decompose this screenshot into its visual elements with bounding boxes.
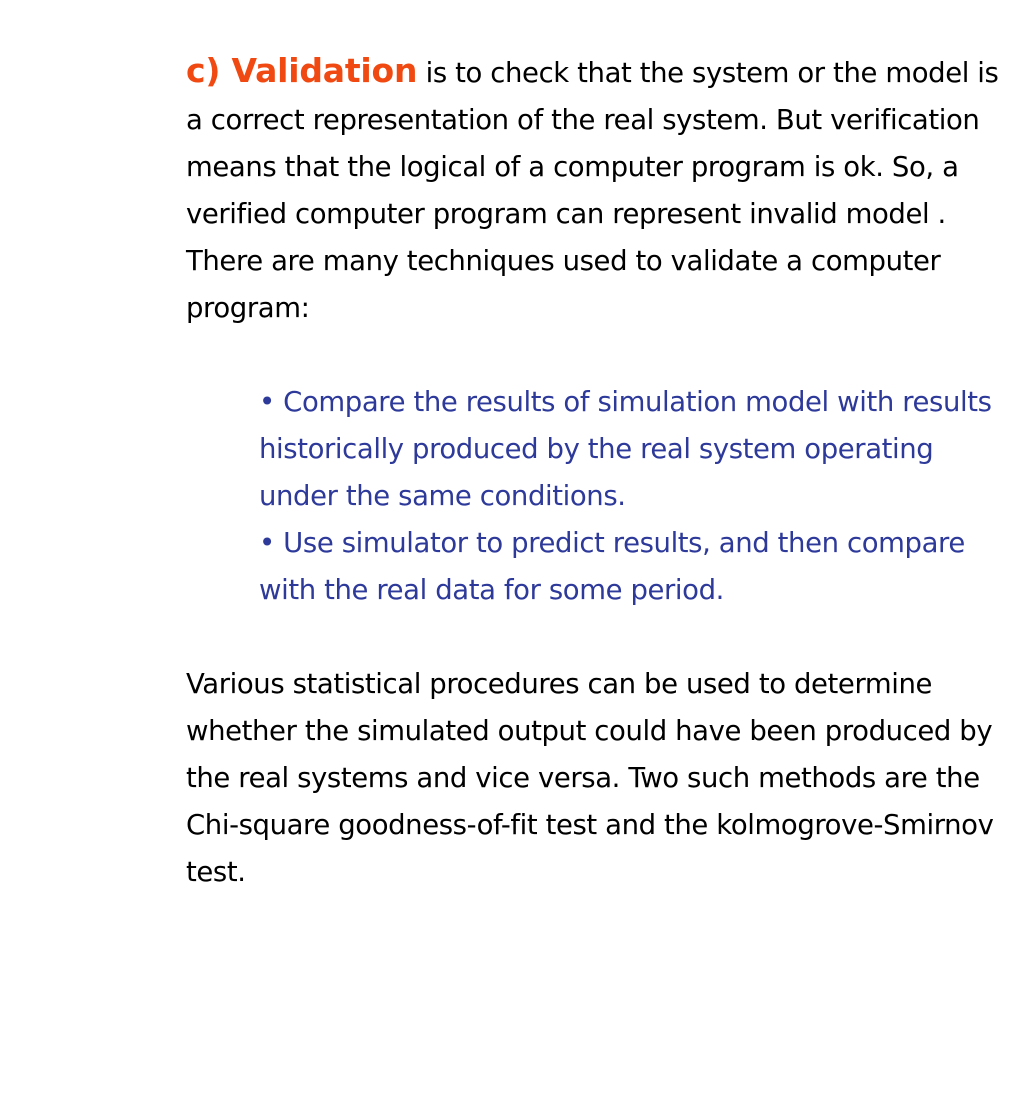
intro-paragraph [186,47,1016,332]
list-item-text: Compare the results of simulation model with results historically produced by the real system operating under the same conditions. [259,386,992,512]
bullet-icon: • [259,386,284,418]
bullet-icon: • [259,527,284,559]
section-heading: c) Validation [186,51,418,90]
closing-paragraph: Various statistical procedures can be used to determine whether the simulated output could have been produced by the real systems and vice versa. Two such methods are the Chi-square goodness-of-fit test and the kolmogrove-Smirnov test. [186,668,994,888]
list-item-text: Use simulator to predict results, and then compare with the real data for some period. [259,527,965,606]
intro-text: is to check that the system or the model is a correct representation of the real system. But verification means that the logical of a computer program is ok. So, a verified computer program can represent invalid model . There are many techniques used to validate a computer program: [186,57,999,324]
list-item [259,520,999,614]
validation-techniques-list [259,379,999,614]
slide-content [186,47,1016,896]
list-item [259,379,999,520]
